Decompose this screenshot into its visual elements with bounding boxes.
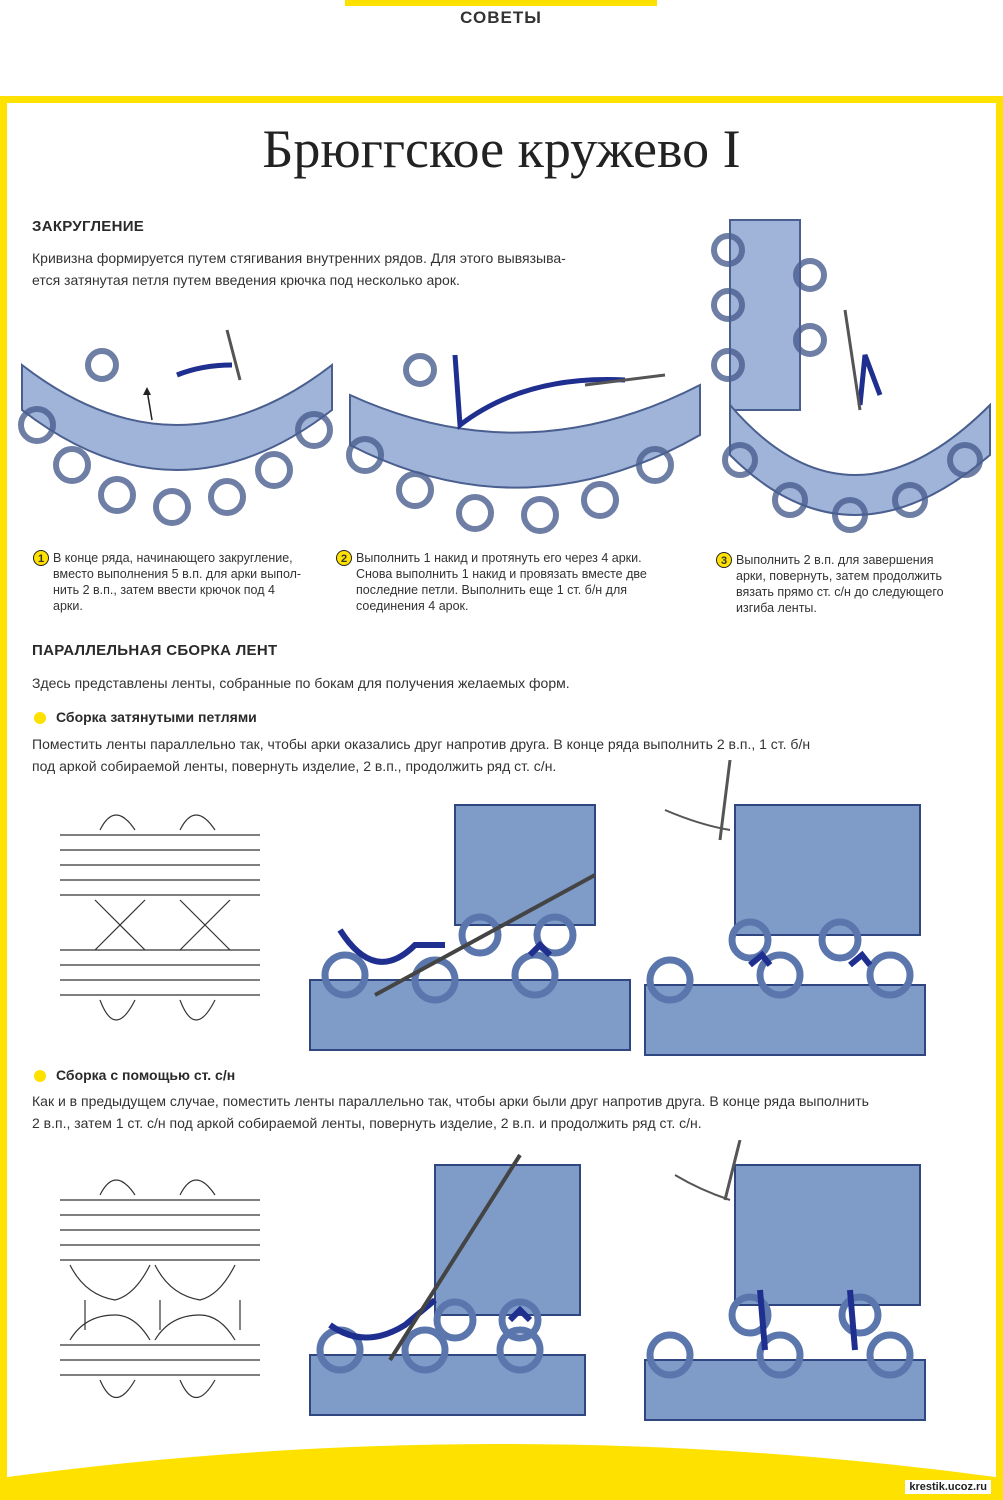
rounding-step-1: 1 В конце ряда, начинающего закругление, вместо выполнения 5 в.п. для арки выпол- нить 2 в.п., затем ввести крючок под 4 арки. xyxy=(33,550,333,614)
assembly-dc-illustration-1 xyxy=(305,1150,590,1420)
assembly-dc-text-line-1: Как и в предыдущем случае, поместить ленты параллельно так, чтобы арки были друг напротив друга. В конце ряда выполнить xyxy=(32,1093,869,1109)
assembly-loops-text-line-2: под аркой собираемой ленты, повернуть изделие, 2 в.п., продолжить ряд ст. с/н. xyxy=(32,758,557,774)
rounding-illustration-2 xyxy=(345,345,705,535)
crochet-diagram-dc xyxy=(55,1165,270,1420)
assembly-dc-illustration-2 xyxy=(640,1140,930,1425)
section-heading-rounding: ЗАКРУГЛЕНИЕ xyxy=(32,218,145,235)
rounding-illustration-3 xyxy=(710,215,995,535)
rounding-text-line-2: ется затянутая петля путем введения крючка под несколько арок. xyxy=(32,272,460,288)
rounding-illustration-1 xyxy=(12,325,342,530)
bullet-dot xyxy=(34,712,46,724)
step-number-badge: 2 xyxy=(336,550,352,566)
top-accent-strip xyxy=(345,0,657,6)
assembly-loops-illustration-2 xyxy=(640,760,930,1060)
section-heading-parallel-assembly: ПАРАЛЛЕЛЬНАЯ СБОРКА ЛЕНТ xyxy=(32,642,278,659)
step-number-badge: 1 xyxy=(33,550,49,566)
assembly-loops-text-line-1: Поместить ленты параллельно так, чтобы арки оказались друг напротив друга. В конце ряда выполнить 2 в.п., 1 ст. б/н xyxy=(32,736,811,752)
rounding-text-line-1: Кривизна формируется путем стягивания внутренних рядов. Для этого вывязыва- xyxy=(32,250,566,266)
step-number-badge: 3 xyxy=(716,552,732,568)
subheading-assembly-drawn-loops: Сборка затянутыми петлями xyxy=(34,709,257,725)
parallel-assembly-text: Здесь представлены ленты, собранные по бокам для получения желаемых форм. xyxy=(32,675,570,691)
assembly-loops-illustration-1 xyxy=(305,795,635,1055)
site-watermark: krestik.ucoz.ru xyxy=(905,1480,991,1494)
rounding-step-3: 3 Выполнить 2 в.п. для завершения арки, повернуть, затем продолжить вязать прямо ст. с/н до следующего изгиба ленты. xyxy=(716,552,986,616)
bullet-dot xyxy=(34,1070,46,1082)
rounding-step-2: 2 Выполнить 1 накид и протянуть его через 4 арки. Снова выполнить 1 накид и провязать вместе две последние петли. Выполнить еще 1 ст. б/н для соединения 4 арок. xyxy=(336,550,696,614)
section-header-label: СОВЕТЫ xyxy=(460,8,542,27)
subheading-assembly-dc: Сборка с помощью ст. с/н xyxy=(34,1067,235,1083)
bottom-yellow-curve xyxy=(0,1440,1003,1500)
crochet-diagram-drawn-loops xyxy=(55,800,270,1050)
page-title: Брюггское кружево I xyxy=(262,119,741,179)
assembly-dc-text-line-2: 2 в.п., затем 1 ст. с/н под аркой собираемой ленты, повернуть изделие, 2 в.п. и продолжить ряд ст. с/н. xyxy=(32,1115,702,1131)
